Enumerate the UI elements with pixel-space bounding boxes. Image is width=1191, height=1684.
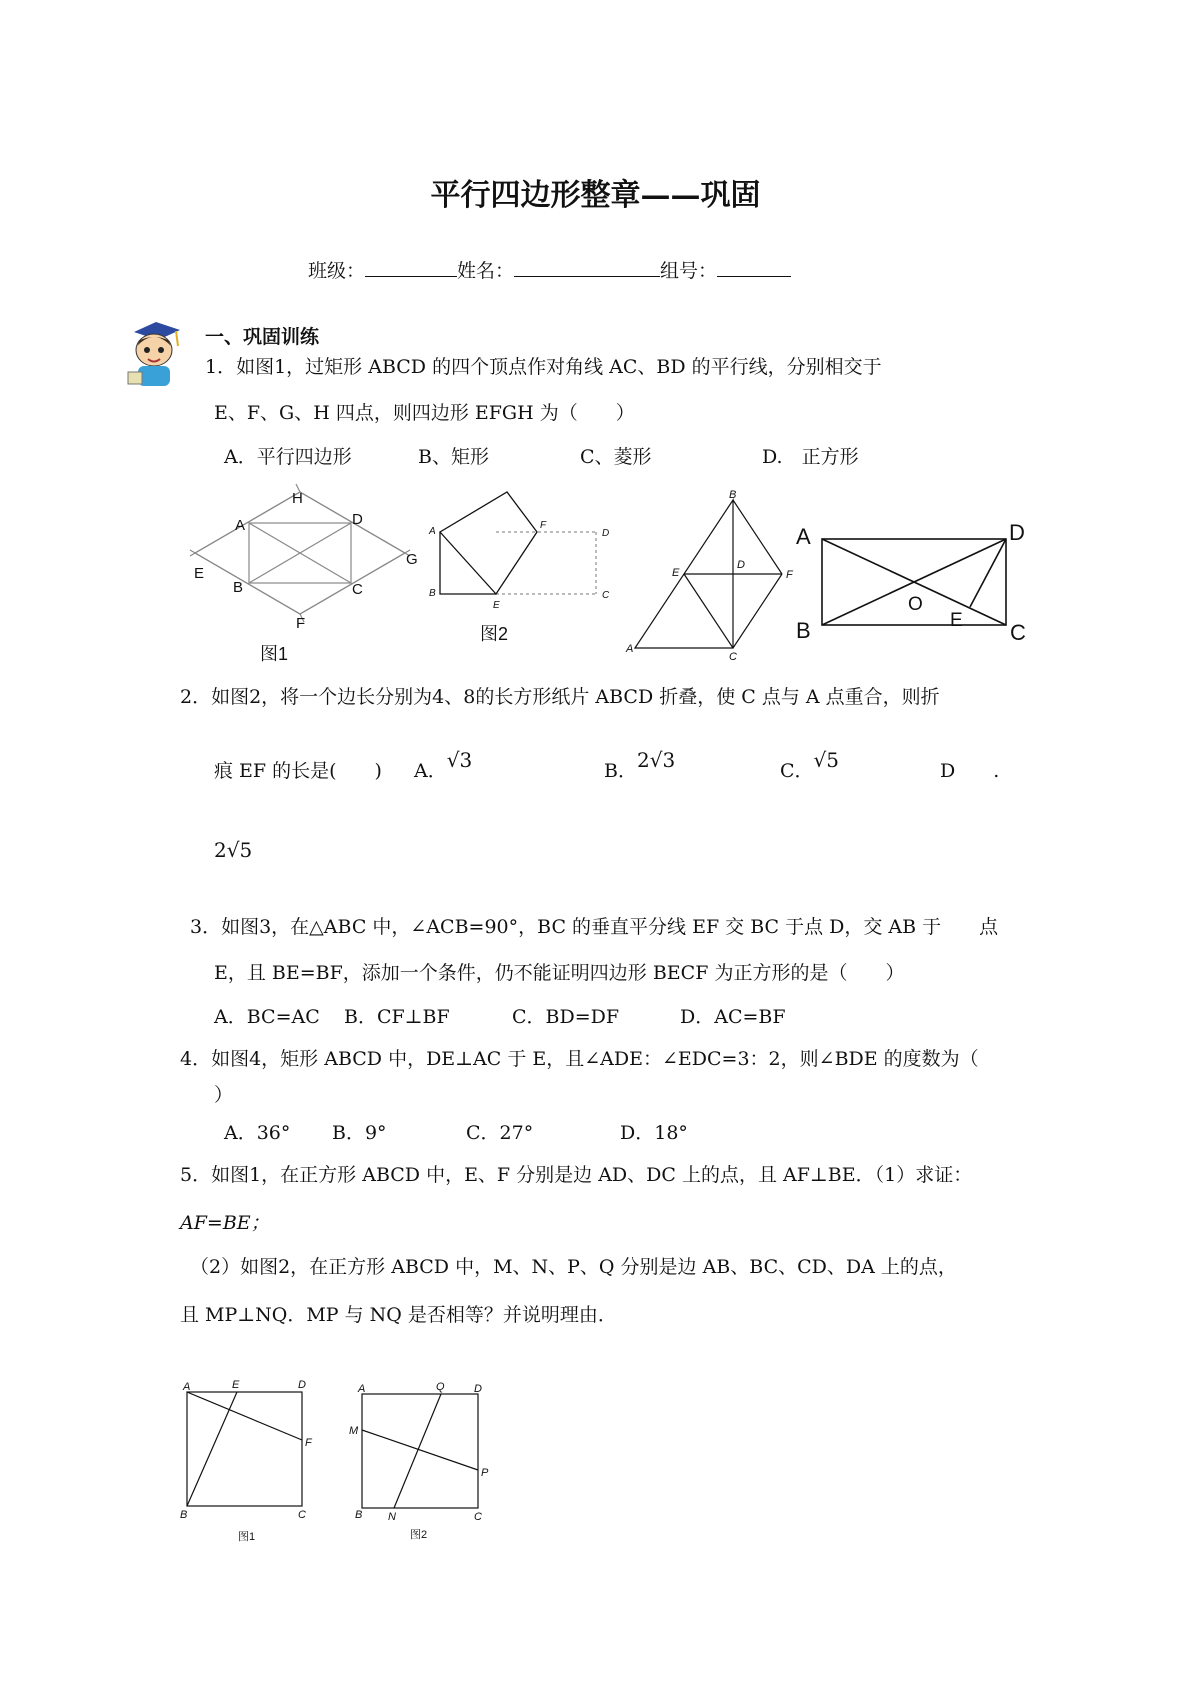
fig3-label-c: C xyxy=(729,651,737,663)
q1-line2: E、F、G、H 四点，则四边形 EFGH 为（ ） xyxy=(214,402,635,424)
q5fig1-label-a: A xyxy=(183,1381,191,1393)
name-label: 姓名： xyxy=(457,260,515,282)
fig3-label-d: D xyxy=(737,559,745,571)
fig2-label-d: D xyxy=(602,528,610,539)
figure-3 xyxy=(635,500,782,648)
fig4-label-o: O xyxy=(908,594,923,615)
group-blank[interactable] xyxy=(717,258,791,277)
name-blank[interactable] xyxy=(514,258,660,277)
q4-option-b[interactable]: B．9° xyxy=(332,1122,387,1144)
fig3-label-e: E xyxy=(672,567,680,579)
q3-option-a[interactable]: A．BC=AC xyxy=(214,1006,320,1028)
fig4-label-a: A xyxy=(796,524,811,549)
q2-option-b-label: B． xyxy=(604,760,637,782)
q3-line2: E，且 BE=BF，添加一个条件，仍不能证明四边形 BECF 为正方形的是（ ） xyxy=(214,962,905,984)
q5-line3: （2）如图2，在正方形 ABCD 中，M、N、P、Q 分别是边 AB、BC、CD、DA 上的点， xyxy=(190,1256,957,1278)
q2-option-c-label: C． xyxy=(780,760,814,782)
figure-row xyxy=(0,470,1191,670)
fig2-label-a: A xyxy=(429,526,436,537)
q5fig1-label-e: E xyxy=(232,1379,240,1391)
q5fig2-label-p: P xyxy=(481,1467,489,1479)
q5fig2-caption: 图2 xyxy=(410,1529,428,1541)
q5fig2-label-n: N xyxy=(388,1511,396,1523)
q2-line2: 痕 EF 的长是( ) xyxy=(214,760,382,782)
fig3-label-f: F xyxy=(786,569,793,581)
q2-option-c[interactable] xyxy=(780,748,840,783)
fig1-label-g: G xyxy=(406,551,418,568)
fig1-caption: 图1 xyxy=(260,644,289,664)
class-blank[interactable] xyxy=(365,258,457,277)
q1-option-c[interactable]: C、菱形 xyxy=(580,446,652,468)
q5-line2: AF=BE； xyxy=(180,1212,270,1234)
q3-option-d[interactable]: D．AC=BF xyxy=(680,1006,786,1028)
q2-option-c-value: √5 xyxy=(813,748,840,772)
q4-line1: 4．如图4，矩形 ABCD 中，DE⊥AC 于 E，且∠ADE：∠EDC=3：2，则∠BDE 的度数为（ xyxy=(180,1048,979,1070)
q5fig2-label-d: D xyxy=(474,1383,482,1395)
q1-option-b[interactable]: B、矩形 xyxy=(418,446,489,468)
q2-option-a-label: A． xyxy=(414,760,447,782)
class-label: 班级： xyxy=(308,260,366,282)
fig4-label-d: D xyxy=(1009,520,1025,545)
fig3-label-b: B xyxy=(729,489,737,501)
q5fig1-label-c: C xyxy=(298,1509,306,1521)
fig1-label-c: C xyxy=(352,581,363,598)
q5fig1-label-b: B xyxy=(180,1509,188,1521)
q2-option-b[interactable] xyxy=(604,748,676,783)
q2-option-d-value: 2√5 xyxy=(214,838,253,862)
q5-line1: 5．如图1，在正方形 ABCD 中，E、F 分别是边 AD、DC 上的点，且 AF⊥BE．（1）求证： xyxy=(180,1164,973,1186)
q5fig2-label-b: B xyxy=(355,1509,363,1521)
fig2-label-c: C xyxy=(602,590,610,601)
q5fig2-label-q: Q xyxy=(436,1381,445,1393)
fig4-label-b: B xyxy=(796,618,811,643)
q5fig1-label-f: F xyxy=(305,1437,312,1449)
fig1-label-e: E xyxy=(194,565,205,582)
q5-figure-2 xyxy=(362,1394,478,1508)
page-title: 平行四边形整章——巩固 xyxy=(430,178,761,213)
q5fig2-label-m: M xyxy=(349,1425,359,1437)
q2-line1: 2．如图2，将一个边长分别为4、8的长方形纸片 ABCD 折叠，使 C 点与 A 点重合，则折 xyxy=(180,686,940,708)
q1-line1: 1．如图1，过矩形 ABCD 的四个顶点作对角线 AC、BD 的平行线，分别相交于 xyxy=(205,356,882,378)
q5-figure-1 xyxy=(187,1392,302,1506)
q4-option-a[interactable]: A．36° xyxy=(224,1122,291,1144)
q5fig2-label-a: A xyxy=(358,1383,366,1395)
q1-option-d[interactable]: D. 正方形 xyxy=(762,446,859,468)
fig3-label-a: A xyxy=(626,643,634,655)
q2-option-b-value: 2√3 xyxy=(636,748,676,772)
q5fig1-label-d: D xyxy=(298,1379,306,1391)
q5fig2-label-c: C xyxy=(474,1511,482,1523)
fig1-label-f: F xyxy=(296,615,306,632)
section-heading: 一、巩固训练 xyxy=(205,326,320,348)
fig2-label-f: F xyxy=(540,520,547,531)
q3-option-b[interactable]: B．CF⊥BF xyxy=(344,1006,450,1028)
fig1-label-h: H xyxy=(292,490,303,507)
q1-option-a[interactable]: A．平行四边形 xyxy=(224,446,352,468)
q4-line2: ） xyxy=(214,1084,234,1106)
group-label: 组号： xyxy=(660,260,718,282)
q2-option-a[interactable] xyxy=(414,748,473,783)
q5fig1-caption: 图1 xyxy=(238,1531,256,1543)
fig4-label-e: E xyxy=(950,610,963,631)
q2-option-d[interactable]: D . xyxy=(940,760,1000,782)
fig2-label-e: E xyxy=(493,600,500,611)
q3-line1: 3．如图3，在△ABC 中，∠ACB=90°，BC 的垂直平分线 EF 交 BC 于点 D，交 AB 于 点 xyxy=(190,916,999,938)
q4-option-c[interactable]: C．27° xyxy=(466,1122,534,1144)
q2-option-a-value: √3 xyxy=(446,748,473,772)
fig2-label-b: B xyxy=(429,588,436,599)
fig1-label-b: B xyxy=(233,579,244,596)
fig1-label-d: D xyxy=(352,511,363,528)
q4-option-d[interactable]: D．18° xyxy=(620,1122,688,1144)
q5-line4: 且 MP⊥NQ．MP 与 NQ 是否相等？并说明理由． xyxy=(180,1304,617,1326)
student-mascot-icon xyxy=(124,316,184,390)
figure-2 xyxy=(440,492,596,594)
q5-figure-row xyxy=(0,1370,1191,1550)
fig2-caption: 图2 xyxy=(480,624,509,644)
fig4-label-c: C xyxy=(1010,620,1026,645)
q3-option-c[interactable]: C．BD=DF xyxy=(512,1006,620,1028)
fig1-label-a: A xyxy=(235,517,246,534)
student-info-line xyxy=(308,256,791,283)
